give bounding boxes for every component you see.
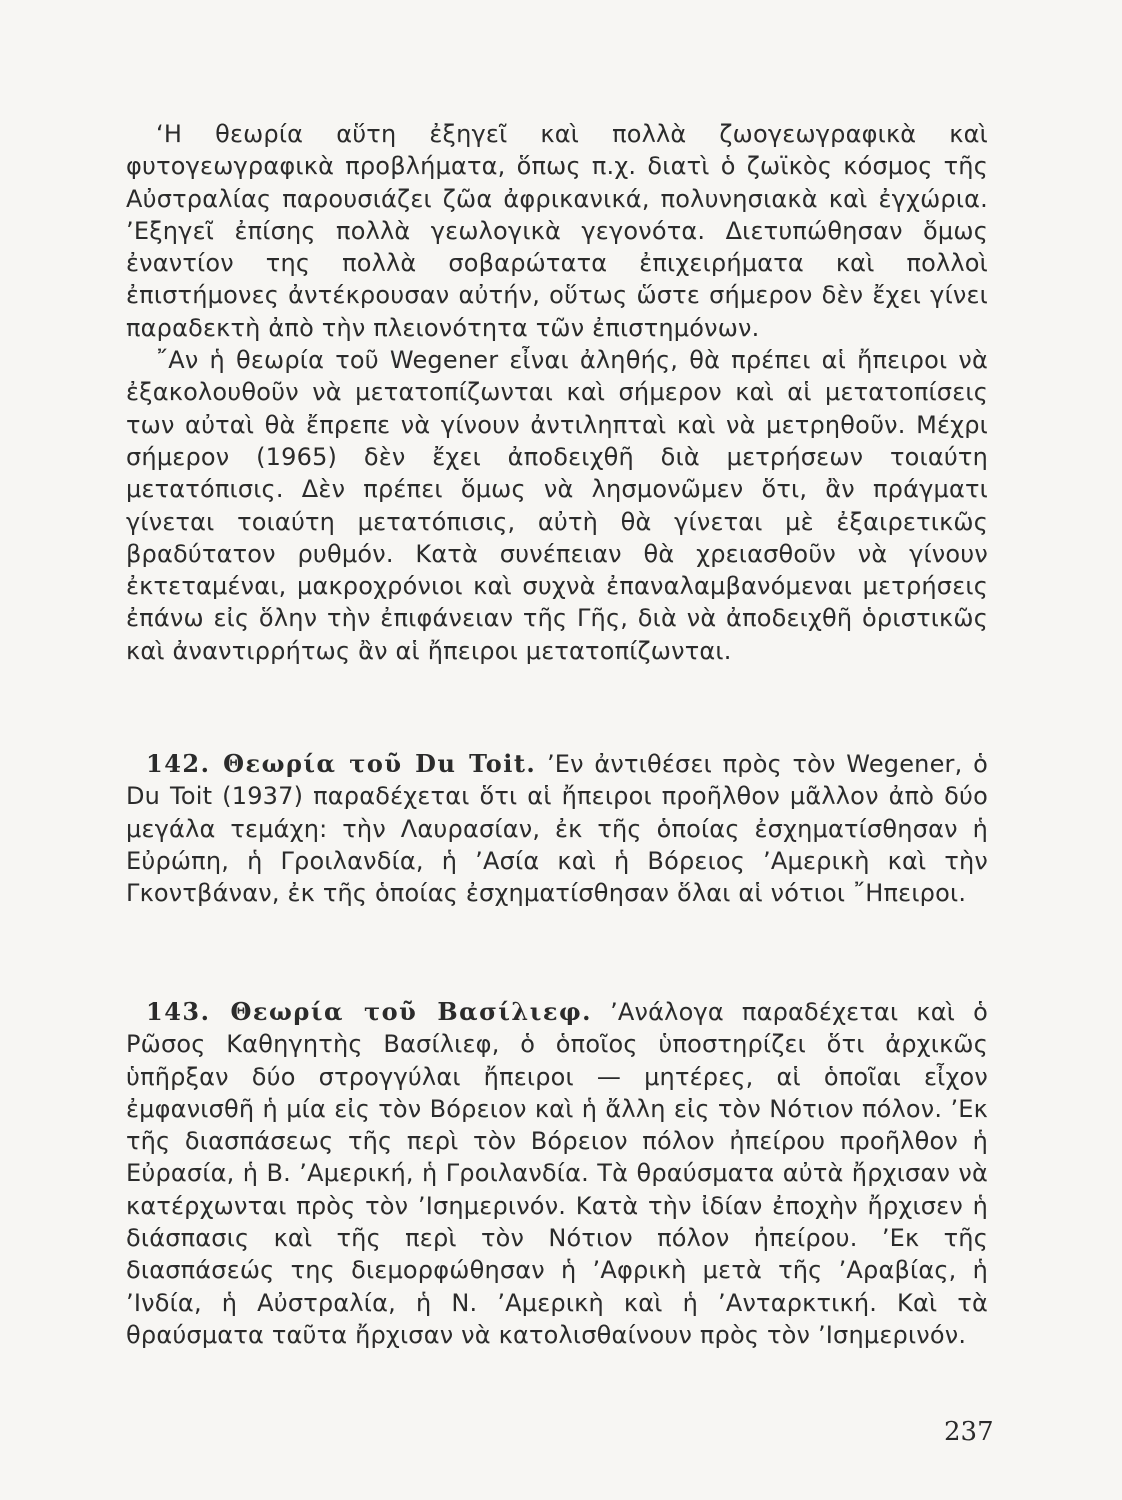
main-text-block [126,118,988,667]
section-143-text: ’Ανάλογα παραδέχεται καὶ ὁ Ρῶσος Καθηγητὴς Βασίλιεφ, ὁ ὁποῖος ὑποστηρίζει ὅτι ἀρχικῶς ὑπῆρξαν δύο στρογγύλαι ἤπειροι — μητέρες, αἱ ὁποῖαι εἶχον ἐμφανισθῆ ἡ μία εἰς τὸν Βόρειον καὶ ἡ ἄλλη εἰς τὸν Νότιον πόλον. ’Εκ τῆς διασπάσεως τῆς περὶ τὸν Βόρειον πόλον ἠπείρου προῆλθον ἡ Εὐρασία, ἡ Β. ’Αμερική, ἡ Γροιλανδία. Τὰ θραύσματα αὐτὰ ἤρχισαν νὰ κατέρχωνται πρὸς τὸν ’Ισημερινόν. Κατὰ τὴν ἰδίαν ἐποχὴν ἤρχισεν ἡ διάσπασις καὶ τῆς περὶ τὸν Νότιον πόλον ἠπείρου. ’Εκ τῆς διασπάσεώς της διεμορφώθησαν ἡ ’Αφρικὴ μετὰ τῆς ’Αραβίας, ἡ ’Ινδία, ἡ Αὐστραλία, ἡ Ν. ’Αμερικὴ καὶ ἡ ’Ανταρκτική. Καὶ τὰ θραύσματα ταῦτα ἤρχισαν νὰ κατολισθαίνουν πρὸς τὸν ’Ισημερινόν. [126,998,988,1349]
section-143 [126,996,988,1351]
section-143-heading: 143. Θεωρία τοῦ Βασίλιεφ. [146,997,593,1026]
paragraph-theory-explanation: ‘Η θεωρία αὕτη ἐξηγεῖ καὶ πολλὰ ζωογεωγραφικὰ καὶ φυτογεωγραφικὰ προβλήματα, ὅπως π.χ. διατὶ ὁ ζωϊκὸς κόσμος τῆς Αὐστραλίας παρουσιάζει ζῶα ἀφρικανικά, πολυνησιακὰ καὶ ἐγχώρια. ’Εξηγεῖ ἐπίσης πολλὰ γεωλογικὰ γεγονότα. Διετυπώθησαν ὅμως ἐναντίον της πολλὰ σοβαρώτατα ἐπιχειρήματα καὶ πολλοὶ ἐπιστήμονες ἀντέκρουσαν αὐτήν, οὕτως ὥστε σήμερον δὲν ἔχει γίνει παραδεκτὴ ἀπὸ τὴν πλειονότητα τῶν ἐπιστημόνων. [126,120,988,342]
section-142-heading: 142. Θεωρία τοῦ Du Toit. [146,749,537,778]
section-142 [126,748,988,909]
paragraph-wegener-measurements: ῎Αν ἡ θεωρία τοῦ Wegener εἶναι ἀληθής, θὰ πρέπει αἱ ἤπειροι νὰ ἐξακολουθοῦν νὰ μετατοπίζωνται καὶ σήμερον καὶ αἱ μετατοπίσεις των αὐταὶ θὰ ἔπρεπε νὰ γίνουν ἀντιληπταὶ καὶ νὰ μετρηθοῦν. Μέχρι σήμερον (1965) δὲν ἔχει ἀποδειχθῆ διὰ μετρήσεων τοιαύτη μετατόπισις. Δὲν πρέπει ὅμως νὰ λησμονῶμεν ὅτι, ἂν πράγματι γίνεται τοιαύτη μετατόπισις, αὐτὴ θὰ γίνεται μὲ ἐξαιρετικῶς βραδύτατον ρυθμόν. Κατὰ συνέπειαν θὰ χρειασθοῦν νὰ γίνουν ἐκτεταμέναι, μακροχρόνιοι καὶ συχνὰ ἐπαναλαμβανόμεναι μετρήσεις ἐπάνω εἰς ὅλην τὴν ἐπιφάνειαν τῆς Γῆς, διὰ νὰ ἀποδειχθῆ ὁριστικῶς καὶ ἀναντιρρήτως ἂν αἱ ἤπειροι μετατοπίζωνται. [126,346,988,665]
page-number: 237 [944,1417,994,1447]
section-142-text: ’Εν ἀντιθέσει πρὸς τὸν Wegener, ὁ Du Toit (1937) παραδέχεται ὅτι αἱ ἤπειροι προῆλθον μᾶλλον ἀπὸ δύο μεγάλα τεμάχη: τὴν Λαυρασίαν, ἐκ τῆς ὁποίας ἐσχηματίσθησαν ἡ Εὐρώπη, ἡ Γροιλανδία, ἡ ’Ασία καὶ ἡ Βόρειος ’Αμερικὴ καὶ τὴν Γκοντβάναν, ἐκ τῆς ὁποίας ἐσχηματίσθησαν ὅλαι αἱ νότιοι ῎Ηπειροι. [126,750,988,908]
